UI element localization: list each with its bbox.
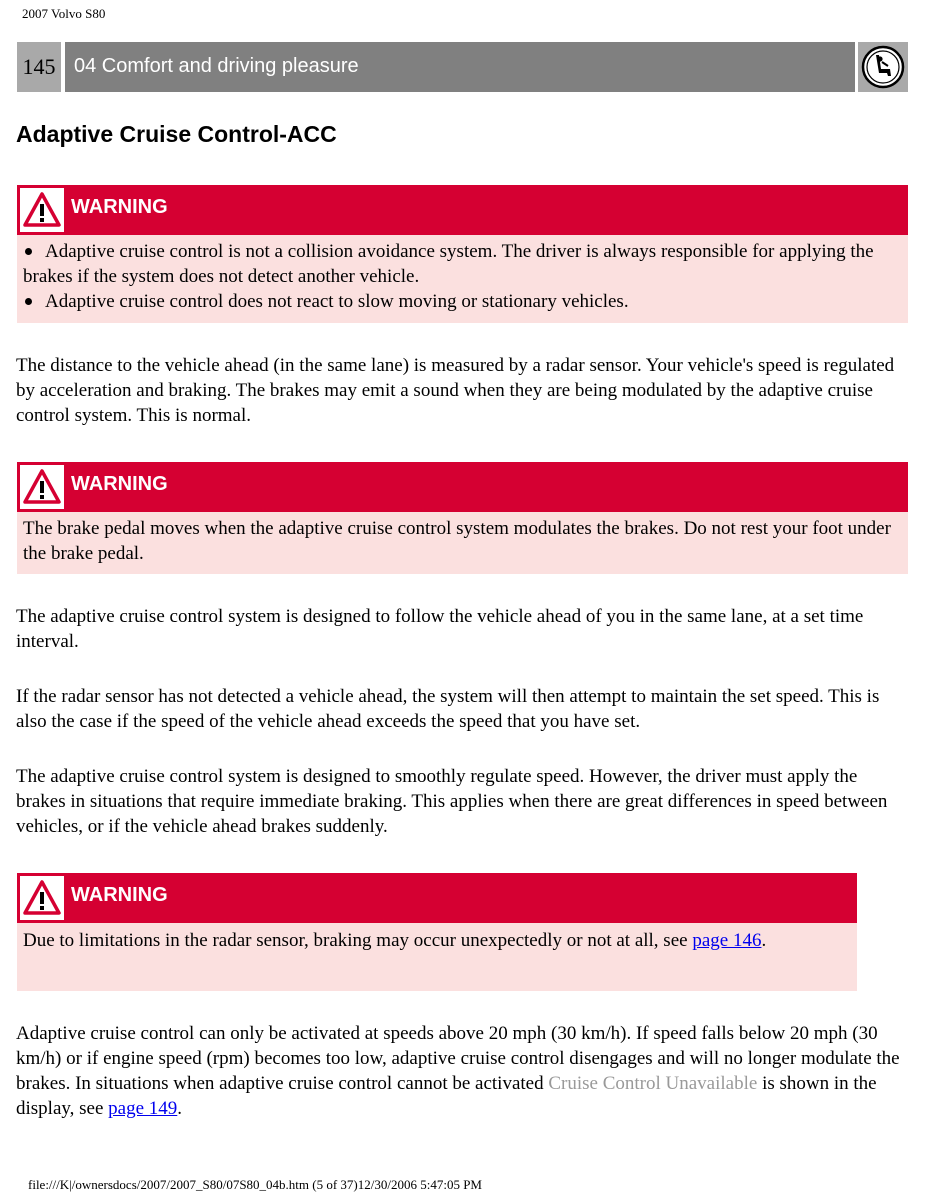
warning-box <box>17 462 908 574</box>
warning-icon-box <box>20 876 64 920</box>
document-title: 2007 Volvo S80 <box>22 6 106 21</box>
warning-label: WARNING <box>71 884 168 906</box>
warning-body <box>17 923 857 991</box>
warning-icon-box <box>20 465 64 509</box>
warning-box <box>17 873 857 991</box>
warning-text: The brake pedal moves when the adaptive cruise control system modulates the brakes. Do not rest your foot under the brake pedal. <box>23 518 891 564</box>
warning-triangle-icon <box>22 191 62 229</box>
paragraph: The adaptive cruise control system is designed to smoothly regulate speed. However, the driver must apply the brakes in situations that require immediate braking. This applies when there are great differences in speed between vehicles, or if the vehicle ahead brakes suddenly. <box>16 766 888 837</box>
warning-label: WARNING <box>71 196 168 218</box>
paragraph: The adaptive cruise control system is designed to follow the vehicle ahead of you in the same lane, at a set time interval. <box>16 606 864 652</box>
warning-body <box>17 235 908 323</box>
warning-list-item: Adaptive cruise control does not react to slow moving or stationary vehicles. <box>23 289 902 314</box>
footer-path: file:///K|/ownersdocs/2007/2007_S80/07S80_04b.htm (5 of 37)12/30/2006 5:47:05 PM <box>28 1177 482 1192</box>
warning-triangle-icon <box>22 468 62 506</box>
warning-header <box>17 462 908 512</box>
page-number: 145 <box>17 42 61 92</box>
paragraph: If the radar sensor has not detected a vehicle ahead, the system will then attempt to maintain the set speed. This is also the case if the speed of the vehicle ahead exceeds the speed that you have set. <box>16 686 880 732</box>
bullet-icon <box>23 289 45 314</box>
warning-header <box>17 185 908 235</box>
warning-list-item: Adaptive cruise control is not a collision avoidance system. The driver is always responsible for applying the brakes if the system does not detect another vehicle. <box>23 241 874 287</box>
chapter-header <box>17 42 908 92</box>
warning-triangle-icon <box>22 879 62 917</box>
warning-label: WARNING <box>71 473 168 495</box>
seat-icon-box <box>858 42 908 92</box>
paragraph: Adaptive cruise control can only be activated at speeds above 20 mph (30 km/h). If speed falls below 20 mph (30 km/h) or if engine speed (rpm) becomes too low, adaptive cruise control disengages and will no longer modulate the brakes. In situations when adaptive cruise control cannot be activated Cruise Control Unavailable is shown in the display, see page 149. <box>16 1023 900 1119</box>
seat-icon <box>860 44 906 90</box>
page-146-link[interactable]: page 146 <box>692 930 762 951</box>
bullet-icon <box>23 239 45 264</box>
paragraph: The distance to the vehicle ahead (in the same lane) is measured by a radar sensor. Your vehicle's speed is regulated by acceleration and braking. The brakes may emit a sound when they are being modulated by the adaptive cruise control system. This is normal. <box>16 355 895 426</box>
warning-body <box>17 512 908 574</box>
warning-header <box>17 873 857 923</box>
page-149-link[interactable]: page 149 <box>108 1098 178 1119</box>
warning-icon-box <box>20 188 64 232</box>
warning-text: Due to limitations in the radar sensor, braking may occur unexpectedly or not at all, see page 146. <box>23 930 767 951</box>
display-message: Cruise Control Unavailable <box>548 1073 758 1094</box>
chapter-title: 04 Comfort and driving pleasure <box>65 42 855 92</box>
warning-box <box>17 185 908 323</box>
section-title: Adaptive Cruise Control-ACC <box>16 121 337 147</box>
